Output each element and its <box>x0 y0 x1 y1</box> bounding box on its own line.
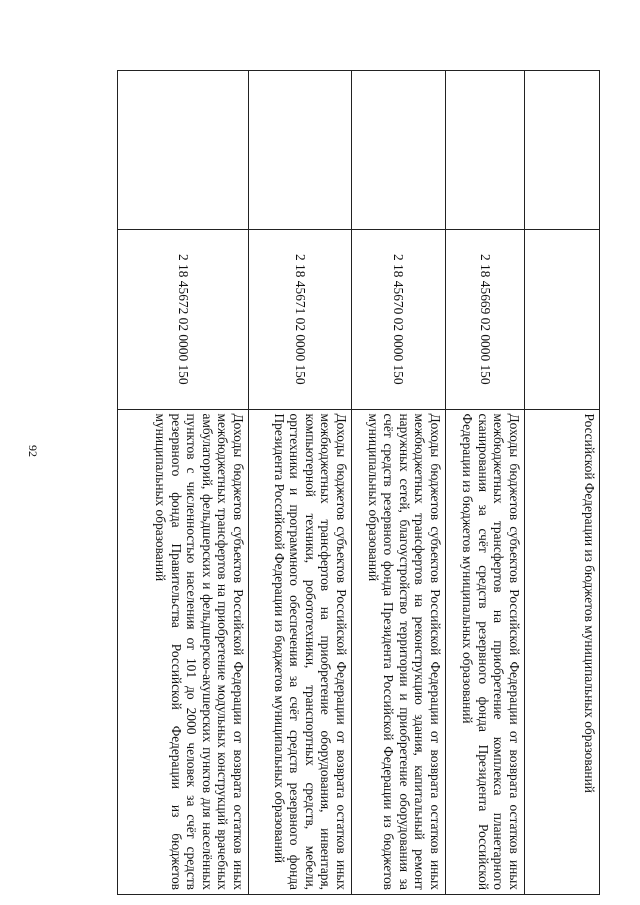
table-row <box>118 71 249 895</box>
table-row <box>446 71 525 895</box>
page-number: 92 <box>26 445 40 457</box>
description-cell: Доходы бюджетов субъектов Российской Федерации от возврата остатков иных межбюджетных трансфертов на приобретение оборудования, инвентаря, компьютерной техники, робототехники, транспортных средств, мебели, оргтехники и программного обеспечения за счёт средств резервного фонда Президента Российской Федерации из бюджетов муниципальных образований <box>249 409 352 895</box>
table-row <box>249 71 352 895</box>
table-cell-empty <box>249 71 352 230</box>
budget-code-cell: 2 18 45671 02 0000 150 <box>249 230 352 409</box>
table-cell-empty <box>352 71 446 230</box>
rotated-document-sheet <box>100 70 600 895</box>
table-cell-empty <box>118 71 249 230</box>
description-cell: Доходы бюджетов субъектов Российской Федерации от возврата остатков иных межбюджетных трансфертов на приобретение комплекса планетарного сканирования за счёт средств резервного фонда Президента Российской Федерации из бюджетов муниципальных образований <box>446 409 525 895</box>
description-cell: Доходы бюджетов субъектов Российской Федерации от возврата остатков иных межбюджетных трансфертов на приобретение модульных конструкций врачебных амбулаторий, фельдшерских и фельдшерско-акушерских пунктов для населённых пунктов с численностью населения от 101 до 2000 человек за счёт средств резервного фонда Правительства Российской Федерации из бюджетов муниципальных образований <box>118 409 249 895</box>
table-row <box>525 71 600 895</box>
table-cell-empty <box>525 71 600 230</box>
budget-code-cell <box>525 230 600 409</box>
budget-code-cell: 2 18 45669 02 0000 150 <box>446 230 525 409</box>
budget-code-cell: 2 18 45670 02 0000 150 <box>352 230 446 409</box>
budget-codes-table <box>117 70 600 895</box>
table-cell-empty <box>446 71 525 230</box>
description-cell: Доходы бюджетов субъектов Российской Федерации от возврата остатков иных межбюджетных трансфертов на реконструкцию здания, капитальный ремонт наружных сетей, благоустройство территории и приобретение оборудования за счёт средств резервного фонда Президента Российской Федерации из бюджетов муниципальных образований <box>352 409 446 895</box>
table-row <box>352 71 446 895</box>
budget-code-cell: 2 18 45672 02 0000 150 <box>118 230 249 409</box>
description-cell: Российской Федерации из бюджетов муниципальных образований <box>525 409 600 895</box>
